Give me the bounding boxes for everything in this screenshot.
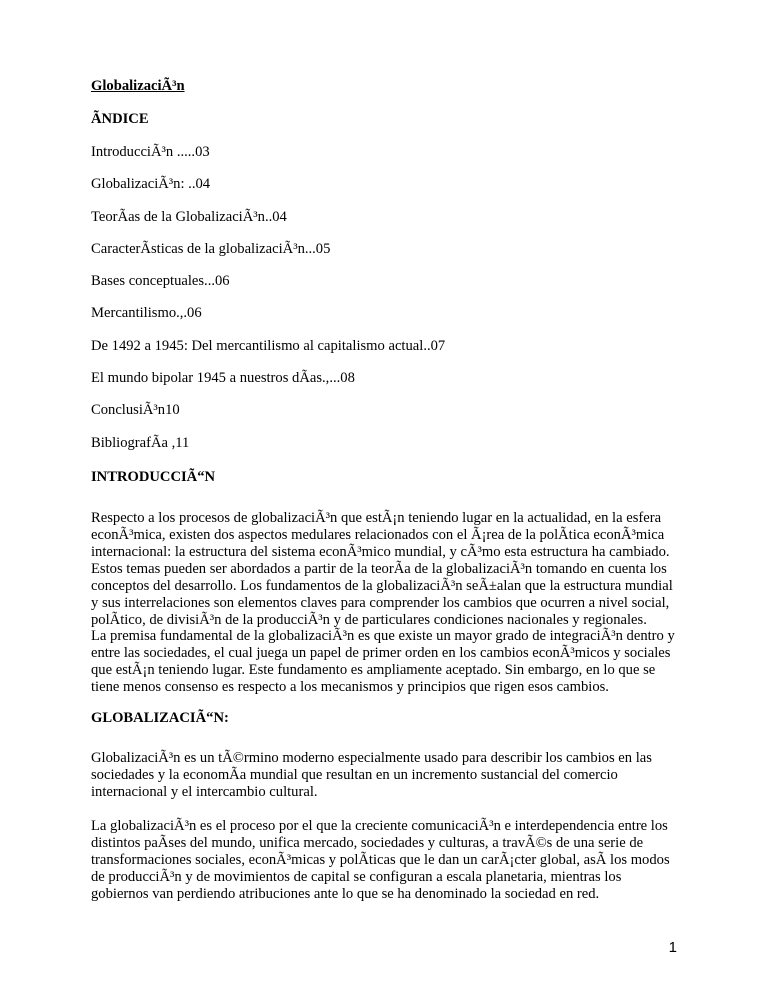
globalizacion-paragraph: La globalizaciÃ³n es el proceso por el que la creciente comunicaciÃ³n e interdependencia entre los distintos paÃses del mundo, unifica mercado, sociedades y culturas, a travÃ©s de una serie de transformaciones sociales, econÃ³micas y polÃticas que le dan un carÃ¡cter global, asÃ los modos de producciÃ³n y de movimientos de capital se configuran a escala planetaria, mientras los gobiernos van perdiendo atribuciones ante lo que se ha denominado la sociedad en red.: [91, 818, 670, 902]
intro-heading: INTRODUCCIÃ“N: [91, 469, 216, 485]
intro-paragraph: La premisa fundamental de la globalizaciÃ³n es que existe un mayor grado de integraciÃ³n dentro y entre las sociedades, el cual juega un papel de primer orden en los cambios econÃ³micos y sociales que estÃ¡n teniendo lugar. Este fundamento es ampliamente aceptado. Sin embargo, en lo que se tiene menos consenso es respecto a los mecanismos y principios que rigen esos cambios.: [91, 628, 675, 695]
toc-item: GlobalizaciÃ³n: ..04: [91, 176, 211, 193]
toc-item: Bases conceptuales...06: [91, 273, 230, 290]
table-of-contents: [91, 144, 445, 467]
globalizacion-heading: GLOBALIZACIÃ“N:: [91, 710, 229, 726]
toc-item: El mundo bipolar 1945 a nuestros dÃas.,...08: [91, 370, 355, 387]
toc-item: CaracterÃsticas de la globalizaciÃ³n...05: [91, 240, 331, 257]
intro-paragraph: Respecto a los procesos de globalizaciÃ³n que estÃ¡n teniendo lugar en la actualidad, en la esfera econÃ³mica, existen dos aspectos medulares relacionados con el Ã¡rea de la polÃtica econÃ³mica internacional: la estructura del sistema econÃ³mico mundial, y cÃ³mo esta estructura ha cambiado. Estos temas pueden ser abordados a partir de la teorÃa de la globalizaciÃ³n tomando en cuenta los conceptos del desarrollo. Los fundamentos de la globalizaciÃ³n seÃ±alan que la estructura mundial y sus interrelaciones son elementos claves para comprender los cambios que ocurren a nivel social, polÃtico, de divisiÃ³n de la producciÃ³n y de particulares condiciones nacionales y regionales.: [91, 510, 673, 628]
page-number: 1: [668, 939, 677, 956]
toc-item: TeorÃas de la GlobalizaciÃ³n..04: [91, 208, 287, 225]
toc-item: De 1492 a 1945: Del mercantilismo al capitalismo actual..07: [91, 337, 446, 354]
toc-item: Mercantilismo.,.06: [91, 305, 202, 322]
toc-item: IntroducciÃ³n .....03: [91, 144, 210, 160]
toc-item: BibliografÃa ,11: [91, 434, 190, 451]
toc-item: ConclusiÃ³n10: [91, 402, 180, 419]
index-heading: ÃNDICE: [91, 111, 149, 127]
document-title: GlobalizaciÃ³n: [91, 78, 185, 94]
globalizacion-paragraph: GlobalizaciÃ³n es un tÃ©rmino moderno especialmente usado para describir los cambios en las sociedades y la economÃa mundial que resultan en un incremento sustancial del comercio internacional y el intercambio cultural.: [91, 750, 652, 800]
